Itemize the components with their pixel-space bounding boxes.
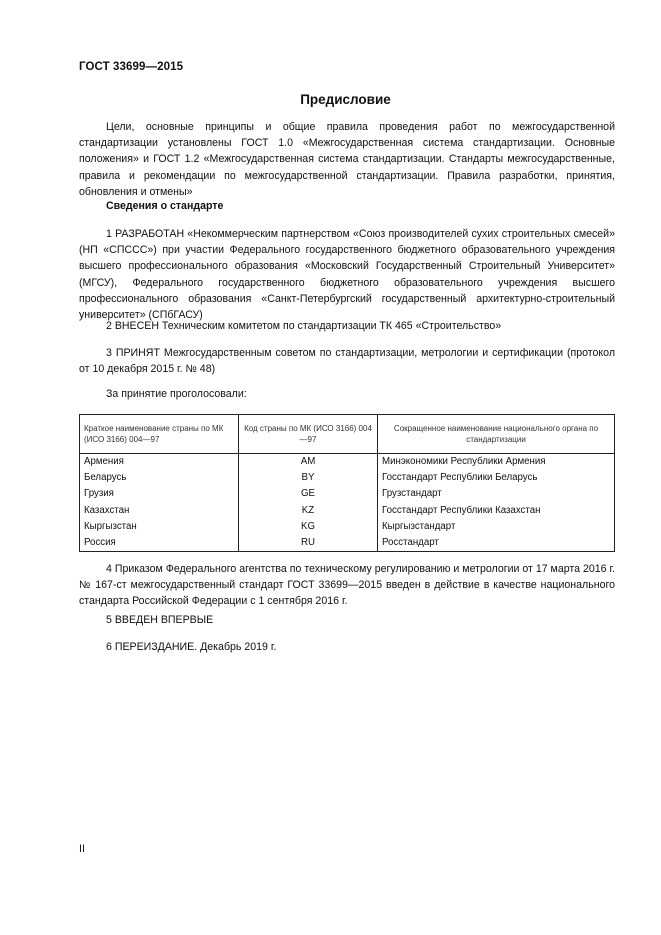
- countries-table: [79, 414, 615, 552]
- item-4-paragraph: [79, 561, 615, 610]
- item-2-text: 2 ВНЕСЕН Техническим комитетом по стандартизации ТК 465 «Строительство»: [106, 320, 502, 332]
- cell-code: KG: [239, 519, 378, 535]
- cell-country: Россия: [80, 535, 239, 552]
- vote-paragraph: [79, 386, 615, 402]
- page-title: Предисловие: [300, 92, 391, 107]
- cell-code: GE: [239, 486, 378, 502]
- table-row: [80, 503, 615, 519]
- cell-code: RU: [239, 535, 378, 552]
- item-1-text: 1 РАЗРАБОТАН «Некоммерческим партнерством «Союз производителей сухих строительных смесей» (НП «СПССС») при участии Федерального государственного бюджетного образовательного учреждения высшего профессионального образования «Московский Государственный Строительный Университет» (МГСУ), Федерального государственного бюджетного образовательного учреждения высшего профессионального образования «Санкт-Петербургский государственный архитектурно-строительный университет» (СПбГАСУ): [79, 228, 615, 322]
- item-5-paragraph: [79, 612, 615, 628]
- table-row: [80, 454, 615, 471]
- item-6-paragraph: [79, 639, 615, 655]
- table-row: [80, 535, 615, 552]
- table-header-row: [80, 415, 615, 454]
- header-country-code: Код страны по МК (ИСО 3166) 004—97: [239, 415, 378, 454]
- table-row: [80, 470, 615, 486]
- cell-body: Госстандарт Республики Беларусь: [378, 470, 615, 486]
- header-standards-body: Сокращенное наименование национального органа по стандартизации: [378, 415, 615, 454]
- item-1-paragraph: [79, 226, 615, 323]
- vote-text: За принятие проголосовали:: [106, 388, 247, 400]
- section-heading: Сведения о стандарте: [106, 200, 224, 212]
- cell-body: Кыргызстандарт: [378, 519, 615, 535]
- cell-body: Грузстандарт: [378, 486, 615, 502]
- cell-country: Кыргызстан: [80, 519, 239, 535]
- item-3-text: 3 ПРИНЯТ Межгосударственным советом по стандартизации, метрологии и сертификации (протокол от 10 декабря 2015 г. № 48): [79, 347, 615, 376]
- cell-body: Госстандарт Республики Казахстан: [378, 503, 615, 519]
- page-number: II: [79, 843, 85, 855]
- cell-code: KZ: [239, 503, 378, 519]
- item-5-text: 5 ВВЕДЕН ВПЕРВЫЕ: [106, 614, 214, 626]
- cell-code: AM: [239, 454, 378, 471]
- item-3-paragraph: [79, 345, 615, 377]
- table-row: [80, 519, 615, 535]
- item-2-paragraph: [79, 318, 615, 334]
- cell-country: Армения: [80, 454, 239, 471]
- header-country-name: Краткое наименование страны по МК (ИСО 3166) 004—97: [80, 415, 239, 454]
- cell-country: Казахстан: [80, 503, 239, 519]
- cell-body: Минэкономики Республики Армения: [378, 454, 615, 471]
- item-4-text: 4 Приказом Федерального агентства по техническому регулированию и метрологии от 17 марта 2016 г. № 167-ст межгосударственный стандарт ГОСТ 33699—2015 введен в действие в качестве национального стандарта Российской Федерации с 1 сентября 2016 г.: [79, 563, 615, 608]
- table-row: [80, 486, 615, 502]
- cell-country: Беларусь: [80, 470, 239, 486]
- item-6-text: 6 ПЕРЕИЗДАНИЕ. Декабрь 2019 г.: [106, 641, 277, 653]
- document-code: ГОСТ 33699—2015: [79, 61, 184, 73]
- cell-code: BY: [239, 470, 378, 486]
- intro-text: Цели, основные принципы и общие правила проведения работ по межгосударственной стандартизации установлены ГОСТ 1.0 «Межгосударственная система стандартизации. Основные положения» и ГОСТ 1.2 «Межгосударственная система стандартизации. Стандарты межгосударственные, правила и рекомендации по межгосударственной стандартизации. Правила разработки, принятия, обновления и отмены»: [79, 121, 615, 198]
- cell-body: Росстандарт: [378, 535, 615, 552]
- intro-paragraph: [79, 119, 615, 200]
- cell-country: Грузия: [80, 486, 239, 502]
